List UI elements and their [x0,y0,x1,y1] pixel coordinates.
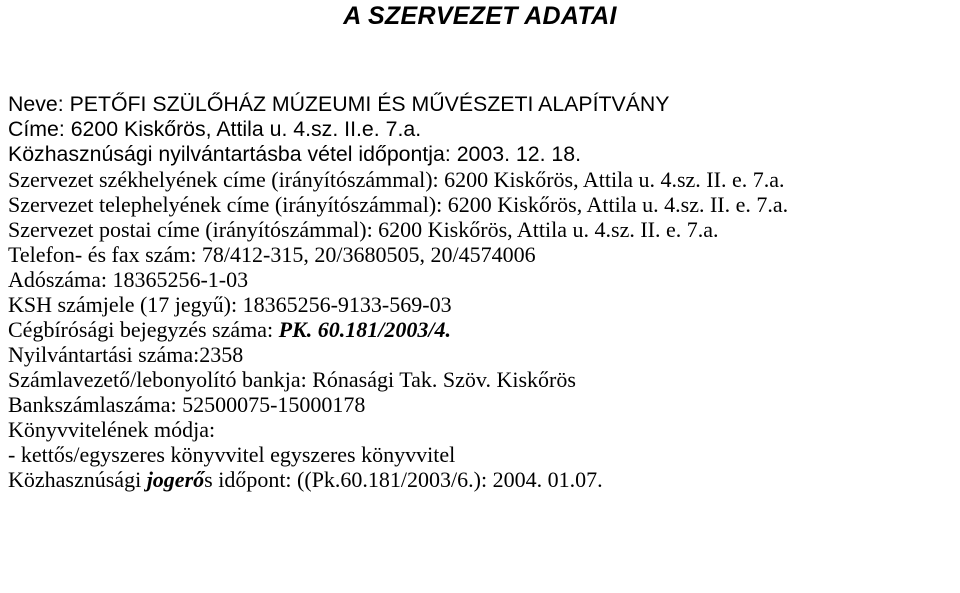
public-benefit-registration-line: Közhasznúsági nyilvántartásba vétel időpontja: 2003. 12. 18. [8,142,582,166]
bookkeeping-label-line: Könyvvitelének módja: [8,417,216,442]
court-registration-value: PK. 60.181/2003/4. [278,317,451,342]
ksh-code-line: KSH számjele (17 jegyű): 18365256-9133-569-03 [8,292,452,317]
name-label: Neve: [8,92,70,116]
page-title: A SZERVEZET ADATAI [343,2,617,30]
bookkeeping-value-line: - kettős/egyszeres könyvvitel egyszeres könyvvitel [8,442,456,467]
final-ruling-emphasis: jogerő [146,467,205,492]
organization-data-list [8,92,953,492]
final-ruling-prefix: Közhasznúsági [8,467,147,492]
court-registration-label: Cégbírósági bejegyzés száma: [8,317,279,342]
name-line [8,92,953,117]
bank-line: Számlavezető/lebonyolító bankja: Rónasági Tak. Szöv. Kiskőrös [8,367,576,392]
address-line: Címe: 6200 Kiskőrös, Attila u. 4.sz. II.e. 7.a. [8,117,422,141]
registry-number-line: Nyilvántartási száma:2358 [8,342,244,367]
seat-address-line: Szervezet székhelyének címe (irányítószámmal): 6200 Kiskőrös, Attila u. 4.sz. II. e. 7.a. [8,167,785,192]
phone-fax-line: Telefon- és fax szám: 78/412-315, 20/3680505, 20/4574006 [8,242,536,267]
court-registration-line [8,317,953,342]
site-address-line: Szervezet telephelyének címe (irányítószámmal): 6200 Kiskőrös, Attila u. 4.sz. II. e. 7.a. [8,192,789,217]
name-value: PETŐFI SZÜLŐHÁZ MÚZEUMI ÉS MŰVÉSZETI ALAPÍTVÁNY [69,92,670,116]
bank-account-line: Bankszámlaszáma: 52500075-15000178 [8,392,366,417]
final-ruling-suffix: s időpont: ((Pk.60.181/2003/6.): 2004. 01.07. [204,467,603,492]
final-ruling-line [8,467,953,492]
tax-number-line: Adószáma: 18365256-1-03 [8,267,249,292]
postal-address-line: Szervezet postai címe (irányítószámmal): 6200 Kiskőrös, Attila u. 4.sz. II. e. 7.a. [8,217,719,242]
